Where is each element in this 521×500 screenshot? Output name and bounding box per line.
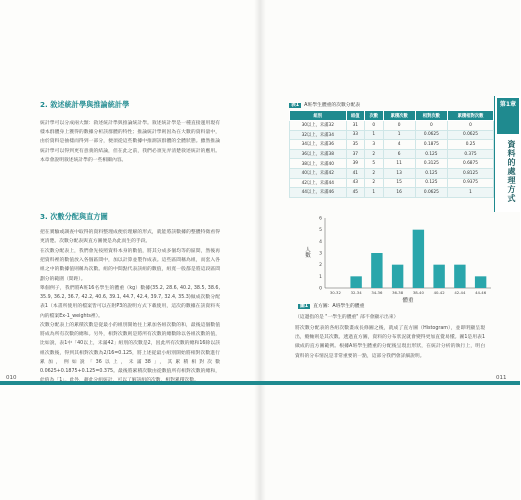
table-row bbox=[290, 121, 494, 131]
x-axis-label: 體重 bbox=[402, 298, 414, 304]
table-cell: 3 bbox=[365, 140, 384, 150]
table-cell: 44以上，未滿46 bbox=[290, 188, 347, 198]
table-row bbox=[290, 140, 494, 150]
table-row bbox=[290, 188, 494, 198]
chapter-title: 資料的處理方式 bbox=[507, 140, 516, 203]
table-cell: 0.1875 bbox=[415, 140, 447, 150]
x-tick-label: 40-42 bbox=[433, 290, 445, 295]
book-gutter bbox=[254, 0, 266, 500]
table-cell: 2 bbox=[365, 149, 384, 159]
table-1-title: A班學生體重的次數分配表 bbox=[304, 103, 361, 108]
left-page-number: 010 bbox=[6, 375, 17, 381]
table-cell: 31 bbox=[346, 121, 365, 131]
x-tick-label: 42-44 bbox=[454, 290, 466, 295]
table-cell: 32以上，未滿34 bbox=[290, 130, 347, 140]
figure-1-caption bbox=[298, 302, 364, 309]
x-tick-label: 34-36 bbox=[371, 290, 383, 295]
table-cell: 41 bbox=[346, 168, 365, 178]
table-cell: 2 bbox=[365, 168, 384, 178]
table-cell: 34以上，未滿36 bbox=[290, 140, 347, 150]
table-header-cell: 組別 bbox=[290, 111, 347, 121]
table-cell: 37 bbox=[346, 149, 365, 159]
table-cell: 0.3125 bbox=[415, 159, 447, 169]
table-cell: 45 bbox=[346, 188, 365, 198]
table-cell: 38以上，未滿40 bbox=[290, 159, 347, 169]
right-paragraph-2: 將次數分配表的各組次數畫成長條圖之後，就成了直方圖（Histogram），並即明顯呈現出，縱軸則是其次數。透過直方圖，資料的分布狀況就會變得更加直覺易懂。圖1是用表1做成的直方圖範例。根據A班學生體重的分配後呈現出形狀，在統計分析的執行上，明白資料的分布情況是非常重要的一點，這部分我們會詳細說明。 bbox=[295, 326, 485, 359]
table-header-cell: 累積次數 bbox=[383, 111, 415, 121]
table-cell: 0.6875 bbox=[447, 159, 493, 169]
table-cell: 0.0625 bbox=[415, 130, 447, 140]
table-row bbox=[290, 178, 494, 188]
table-cell: 0.0625 bbox=[415, 188, 447, 198]
table-cell: 36以上，未滿38 bbox=[290, 149, 347, 159]
table-cell: 40以上，未滿42 bbox=[290, 168, 347, 178]
table-cell: 1 bbox=[447, 188, 493, 198]
y-tick-label: 6 bbox=[319, 216, 322, 222]
table-row bbox=[290, 159, 494, 169]
table-cell: 11 bbox=[383, 159, 415, 169]
table-cell: 5 bbox=[365, 159, 384, 169]
chapter-tab bbox=[494, 96, 521, 212]
table-cell: 2 bbox=[365, 178, 384, 188]
left-page bbox=[0, 0, 260, 500]
x-tick-label: 32-34 bbox=[350, 290, 362, 295]
section-3-paragraph-2: 在次數分配表上，我們會先按照資料本身的數值，將其分成多個均等的區間，然後再把資料裡的數值放入各個區間中，加以計算並製作成表。這些區間稱為組，而套入各組之中的數據值則稱為次數。組的中間點代表該組的數值，組寬一般都是將這段區間劃分的範圍（間距）。 bbox=[40, 249, 220, 282]
table-cell: 0.125 bbox=[415, 168, 447, 178]
table-cell: 13 bbox=[383, 168, 415, 178]
table-cell: 35 bbox=[346, 140, 365, 150]
table-cell: 0 bbox=[383, 121, 415, 131]
x-tick-label: 44-46 bbox=[475, 290, 487, 295]
y-tick-label: 5 bbox=[319, 228, 322, 234]
table-1-caption bbox=[289, 101, 360, 108]
section-3-paragraph-3: 舉個例子，我們將A班16名學生的體重（kg）數據(35.2, 28.6, 40.2, 38.5, 38.6, 35.9, 36.2, 36.7, 42.2, 40.6, 39.1, 44.7, 42.4, 39.7, 32.4, 35.3)做成次數分配表1（本書所使用的檔案皆可以在附P3的說明方式下載使用，這次的數據在該資料夾內的檔案Ex-1_weights裡）。 bbox=[40, 286, 220, 319]
right-paragraph-1: （這邊指的是 "一學生的體重" 部不會顯示出來） bbox=[295, 315, 399, 320]
table-cell: 0 bbox=[447, 121, 493, 131]
frequency-table bbox=[289, 110, 494, 198]
table-cell: 0.125 bbox=[415, 178, 447, 188]
x-tick-label: 36-38 bbox=[392, 290, 404, 295]
intro-paragraph: 統計學可以分成兩大類：敘述統計學與推論統計學。敘述統計學是一種直接運用現有樣本群體身上獲得的數據分析該群體的特性；推論統計學則因為在大數的資料量中，由於資料是抽樣而得到一部分，便須從這些數據中推測該群體的全體狀態。雖然推論統計學可以得到更有意義的結論，但在此之前，我們必須先弄清楚敘述統計的應用。本章會說明敘述統計學的一些相關內容。 bbox=[40, 121, 220, 163]
section-2-heading: 2. 敘述統計學與推論統計學 bbox=[40, 100, 130, 109]
table-cell: 43 bbox=[346, 178, 365, 188]
table-cell: 0.25 bbox=[447, 140, 493, 150]
table-header-row bbox=[290, 111, 494, 121]
histogram-bar bbox=[454, 265, 465, 288]
table-cell: 0.375 bbox=[447, 149, 493, 159]
histogram-bar bbox=[475, 276, 486, 288]
y-axis-label: 人數 bbox=[304, 246, 310, 258]
table-cell: 0 bbox=[365, 121, 384, 131]
right-page-number: 011 bbox=[496, 375, 507, 381]
histogram-bar bbox=[433, 265, 444, 288]
table-cell: 0.125 bbox=[415, 149, 447, 159]
table-1-label: 表1 bbox=[291, 103, 300, 108]
table-cell: 1 bbox=[383, 130, 415, 140]
table-cell: 4 bbox=[383, 140, 415, 150]
y-tick-label: 0 bbox=[319, 286, 322, 292]
table-cell: 16 bbox=[383, 188, 415, 198]
table-row bbox=[290, 168, 494, 178]
histogram-bar bbox=[371, 253, 382, 288]
chapter-number: 第1章 bbox=[497, 98, 519, 134]
bottom-accent-bar bbox=[0, 381, 520, 385]
x-tick-label: 30-32 bbox=[329, 290, 341, 295]
table-cell: 30以上，未滿32 bbox=[290, 121, 347, 131]
histogram-bar bbox=[392, 265, 403, 288]
table-cell: 1 bbox=[365, 130, 384, 140]
table-header-cell: 組值 bbox=[346, 111, 365, 121]
histogram-bar bbox=[413, 230, 424, 288]
y-tick-label: 2 bbox=[319, 263, 322, 269]
table-cell: 15 bbox=[383, 178, 415, 188]
section-3-paragraph-1: 把在實驗或調查中取得的資料整理成便於理解的形式，就能將該數據的整體特徵看得更清楚。次數分配表與直方圖便是為此而生的手段。 bbox=[40, 230, 220, 245]
histogram-chart bbox=[295, 212, 495, 304]
table-cell: 0.9375 bbox=[447, 178, 493, 188]
y-tick-label: 4 bbox=[319, 239, 322, 245]
figure-1-title: 直方圖：A班學生的體重 bbox=[313, 304, 365, 309]
histogram-bar bbox=[350, 276, 361, 288]
table-cell: 42以上，未滿44 bbox=[290, 178, 347, 188]
table-header-cell: 次數 bbox=[365, 111, 384, 121]
section-3-heading: 3. 次數分配與直方圖 bbox=[40, 212, 108, 221]
table-cell: 39 bbox=[346, 159, 365, 169]
table-header-cell: 累積相對次數 bbox=[447, 111, 493, 121]
table-body bbox=[290, 121, 494, 198]
figure-1-label: 圖1 bbox=[300, 304, 309, 309]
x-tick-label: 38-40 bbox=[412, 290, 424, 295]
table-cell: 33 bbox=[346, 130, 365, 140]
y-tick-label: 1 bbox=[319, 274, 322, 280]
section-3-paragraph-4: 次數分配表上的累積次數是從最小的組別開始往上累加各組次數的和，最後這個數值將成為所有次數的總和。另外，相對次數則是將所有次數的總數除以各組次數的值，比如說，表1中「40以上，未滿42」組別的次數是2，因此所有次數的總和16除以該組次數後，得到其相對次數為2/16=0.125，將上述從最小組別開始將相對次數進行累加，例如說「36以上，未滿38」，其累積相對次數0.0625+0.1875+0.125=0.375。最後將累積次數由從數值所有相對次數的總和， bbox=[40, 323, 220, 375]
table-row bbox=[290, 130, 494, 140]
y-tick-label: 3 bbox=[319, 251, 322, 257]
table-cell: 6 bbox=[383, 149, 415, 159]
table-cell: 0 bbox=[415, 121, 447, 131]
table-cell: 0.8125 bbox=[447, 168, 493, 178]
table-cell: 1 bbox=[365, 188, 384, 198]
table-header-cell: 相對次數 bbox=[415, 111, 447, 121]
table-row bbox=[290, 149, 494, 159]
table-cell: 0.0625 bbox=[447, 130, 493, 140]
